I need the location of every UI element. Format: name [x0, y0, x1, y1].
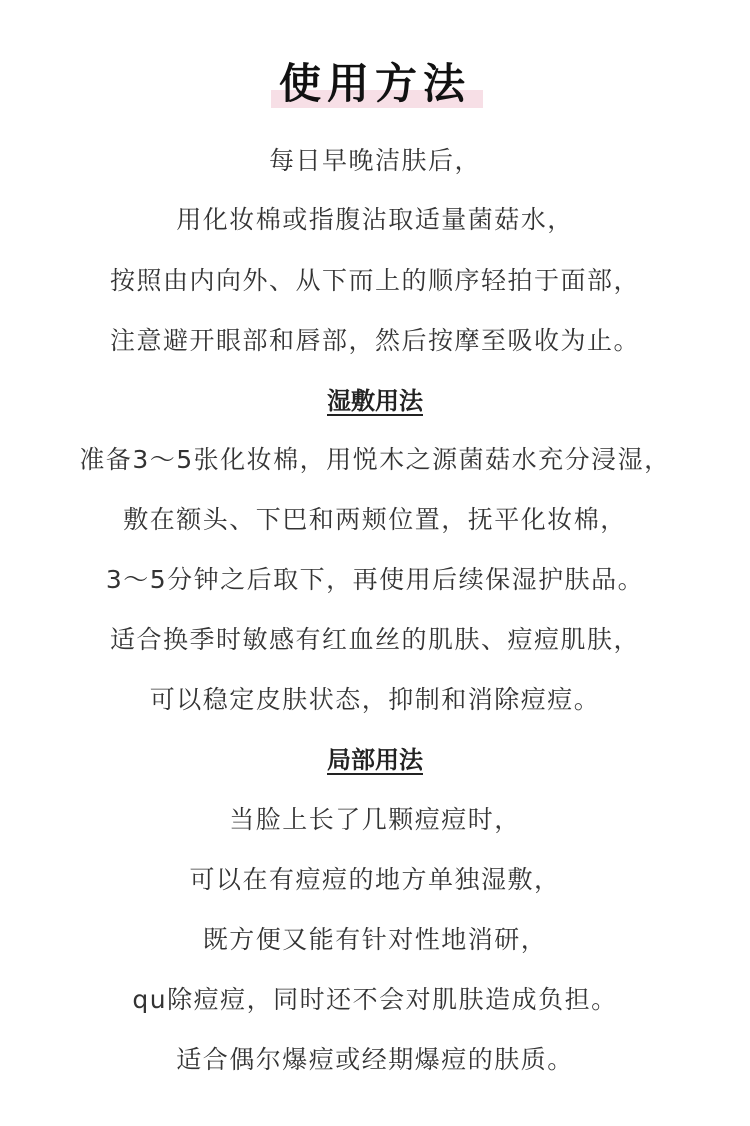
intro-line: 用化妆棉或指腹沾取适量菌菇水， — [176, 205, 574, 234]
local-use-line: 适合偶尔爆痘或经期爆痘的肤质。 — [176, 1045, 574, 1074]
intro-line: 注意避开眼部和唇部，然后按摩至吸收为止。 — [109, 326, 640, 355]
title-block — [0, 58, 750, 110]
wet-compress-line: 准备3～5张化妆棉，用悦木之源菌菇水充分浸湿， — [79, 445, 671, 474]
intro-line: 按照由内向外、从下而上的顺序轻拍于面部， — [109, 266, 640, 295]
local-use-line: 可以在有痘痘的地方单独湿敷， — [189, 865, 561, 894]
page-title-text: 使用方法 — [278, 59, 471, 108]
wet-compress-line: 3～5分钟之后取下，再使用后续保湿护肤品。 — [105, 565, 645, 594]
local-use-line: 当脸上长了几颗痘痘时， — [229, 805, 521, 834]
local-use-line: qu除痘痘，同时还不会对肌肤造成负担。 — [132, 985, 618, 1014]
wet-compress-heading — [0, 385, 750, 417]
wet-compress-line: 适合换季时敏感有红血丝的肌肤、痘痘肌肤， — [109, 625, 640, 654]
wet-compress-line: 可以稳定皮肤状态，抑制和消除痘痘。 — [149, 685, 601, 714]
local-use-heading-text: 局部用法 — [327, 746, 423, 774]
page-title — [275, 58, 475, 110]
intro-line: 每日早晚洁肤后， — [268, 146, 481, 175]
wet-compress-heading-text: 湿敷用法 — [327, 387, 423, 415]
local-use-heading — [0, 744, 750, 776]
wet-compress-line: 敷在额头、下巴和两颊位置，抚平化妆棉， — [123, 505, 627, 534]
local-use-line: 既方便又能有针对性地消研， — [202, 925, 548, 954]
